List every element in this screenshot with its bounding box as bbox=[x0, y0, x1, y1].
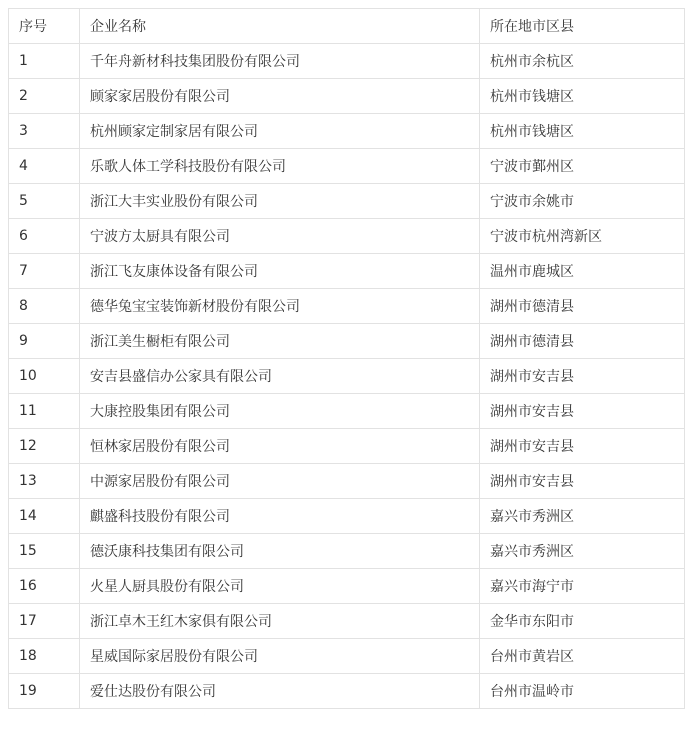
cell-index: 2 bbox=[9, 79, 80, 114]
cell-location: 杭州市余杭区 bbox=[480, 44, 685, 79]
header-company-name: 企业名称 bbox=[80, 9, 480, 44]
cell-index: 9 bbox=[9, 324, 80, 359]
table-row bbox=[9, 149, 685, 184]
cell-location: 杭州市钱塘区 bbox=[480, 79, 685, 114]
cell-index: 6 bbox=[9, 219, 80, 254]
cell-company-name: 火星人厨具股份有限公司 bbox=[80, 569, 480, 604]
table-row bbox=[9, 289, 685, 324]
table-row bbox=[9, 534, 685, 569]
cell-index: 14 bbox=[9, 499, 80, 534]
cell-company-name: 安吉县盛信办公家具有限公司 bbox=[80, 359, 480, 394]
cell-index: 19 bbox=[9, 674, 80, 709]
table-row bbox=[9, 324, 685, 359]
cell-index: 18 bbox=[9, 639, 80, 674]
header-index: 序号 bbox=[9, 9, 80, 44]
cell-location: 湖州市安吉县 bbox=[480, 359, 685, 394]
cell-index: 7 bbox=[9, 254, 80, 289]
cell-location: 宁波市鄞州区 bbox=[480, 149, 685, 184]
cell-location: 温州市鹿城区 bbox=[480, 254, 685, 289]
header-row bbox=[9, 9, 685, 44]
table-body bbox=[9, 44, 685, 709]
cell-index: 3 bbox=[9, 114, 80, 149]
cell-index: 8 bbox=[9, 289, 80, 324]
cell-index: 12 bbox=[9, 429, 80, 464]
cell-location: 金华市东阳市 bbox=[480, 604, 685, 639]
cell-index: 13 bbox=[9, 464, 80, 499]
cell-location: 宁波市杭州湾新区 bbox=[480, 219, 685, 254]
cell-location: 湖州市德清县 bbox=[480, 324, 685, 359]
cell-index: 11 bbox=[9, 394, 80, 429]
cell-company-name: 浙江大丰实业股份有限公司 bbox=[80, 184, 480, 219]
enterprise-table bbox=[8, 8, 685, 709]
cell-company-name: 中源家居股份有限公司 bbox=[80, 464, 480, 499]
table-row bbox=[9, 184, 685, 219]
cell-location: 嘉兴市海宁市 bbox=[480, 569, 685, 604]
table-row bbox=[9, 604, 685, 639]
table-row bbox=[9, 254, 685, 289]
cell-company-name: 浙江飞友康体设备有限公司 bbox=[80, 254, 480, 289]
cell-location: 台州市黄岩区 bbox=[480, 639, 685, 674]
cell-location: 湖州市德清县 bbox=[480, 289, 685, 324]
cell-index: 1 bbox=[9, 44, 80, 79]
table-row bbox=[9, 569, 685, 604]
cell-company-name: 爱仕达股份有限公司 bbox=[80, 674, 480, 709]
cell-company-name: 宁波方太厨具有限公司 bbox=[80, 219, 480, 254]
cell-location: 台州市温岭市 bbox=[480, 674, 685, 709]
cell-index: 16 bbox=[9, 569, 80, 604]
cell-location: 嘉兴市秀洲区 bbox=[480, 499, 685, 534]
cell-company-name: 德沃康科技集团有限公司 bbox=[80, 534, 480, 569]
cell-company-name: 千年舟新材科技集团股份有限公司 bbox=[80, 44, 480, 79]
cell-index: 4 bbox=[9, 149, 80, 184]
header-location: 所在地市区县 bbox=[480, 9, 685, 44]
cell-company-name: 浙江美生橱柜有限公司 bbox=[80, 324, 480, 359]
table-header bbox=[9, 9, 685, 44]
cell-company-name: 德华兔宝宝装饰新材股份有限公司 bbox=[80, 289, 480, 324]
cell-company-name: 顾家家居股份有限公司 bbox=[80, 79, 480, 114]
table-row bbox=[9, 674, 685, 709]
cell-company-name: 浙江卓木王红木家俱有限公司 bbox=[80, 604, 480, 639]
cell-location: 嘉兴市秀洲区 bbox=[480, 534, 685, 569]
cell-index: 10 bbox=[9, 359, 80, 394]
cell-company-name: 大康控股集团有限公司 bbox=[80, 394, 480, 429]
cell-location: 杭州市钱塘区 bbox=[480, 114, 685, 149]
cell-company-name: 杭州顾家定制家居有限公司 bbox=[80, 114, 480, 149]
table-row bbox=[9, 499, 685, 534]
cell-index: 17 bbox=[9, 604, 80, 639]
cell-company-name: 麒盛科技股份有限公司 bbox=[80, 499, 480, 534]
table-row bbox=[9, 114, 685, 149]
cell-location: 湖州市安吉县 bbox=[480, 429, 685, 464]
table-row bbox=[9, 639, 685, 674]
cell-location: 湖州市安吉县 bbox=[480, 394, 685, 429]
table-row bbox=[9, 44, 685, 79]
cell-location: 宁波市余姚市 bbox=[480, 184, 685, 219]
table-row bbox=[9, 79, 685, 114]
cell-index: 15 bbox=[9, 534, 80, 569]
table-row bbox=[9, 394, 685, 429]
cell-location: 湖州市安吉县 bbox=[480, 464, 685, 499]
table-row bbox=[9, 464, 685, 499]
cell-company-name: 恒林家居股份有限公司 bbox=[80, 429, 480, 464]
table-row bbox=[9, 219, 685, 254]
table-row bbox=[9, 429, 685, 464]
cell-company-name: 星威国际家居股份有限公司 bbox=[80, 639, 480, 674]
cell-index: 5 bbox=[9, 184, 80, 219]
cell-company-name: 乐歌人体工学科技股份有限公司 bbox=[80, 149, 480, 184]
table-row bbox=[9, 359, 685, 394]
